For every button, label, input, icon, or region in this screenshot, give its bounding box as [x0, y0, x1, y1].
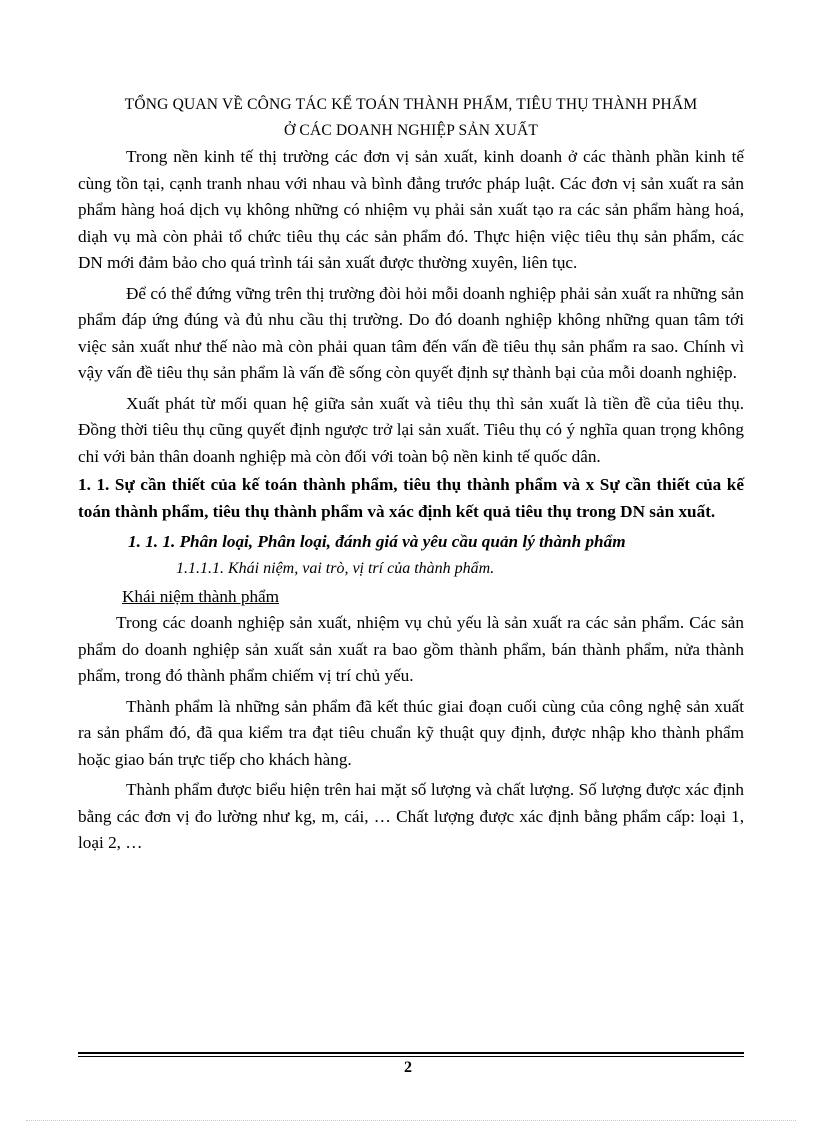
- section-heading-1-1-1-1: 1.1.1.1. Khái niệm, vai trò, vị trí của thành phẩm.: [176, 559, 495, 577]
- page-content: [78, 92, 744, 857]
- section-heading-1-1: 1. 1. Sự cần thiết của kế toán thành phẩm, tiêu thụ thành phẩm và x Sự cần thiết của kế toán thành phẩm, tiêu thụ thành phẩm và xác định kết quả tiêu thụ trong DN sản xuất.: [78, 475, 744, 521]
- footer-rule-thin: [78, 1056, 744, 1057]
- body-paragraph-2: Thành phẩm là những sản phẩm đã kết thúc giai đoạn cuối cùng của công nghệ sản xuất ra sản phẩm đó, đã qua kiểm tra đạt tiêu chuẩn kỹ thuật quy định, được nhập kho thành phẩm hoặc giao bán trực tiếp cho khách hàng.: [78, 696, 744, 769]
- body-paragraph-1: Trong các doanh nghiệp sản xuất, nhiệm vụ chủ yếu là sản xuất ra các sản phẩm. Các sản phẩm do doanh nghiệp sản xuất sản xuất ra bao gồm thành phẩm, bán thành phẩm, nửa thành phẩm, trong đó thành phẩm chiếm vị trí chủ yếu.: [78, 613, 744, 685]
- page-number: 2: [404, 1059, 412, 1076]
- document-title-line-2: Ở CÁC DOANH NGHIỆP SẢN XUẤT: [283, 122, 539, 139]
- section-heading-1-1-1: 1. 1. 1. Phân loại, Phân loại, đánh giá và yêu cầu quản lý thành phẩm: [128, 532, 626, 551]
- page-bottom-dotted-border: [26, 1120, 796, 1121]
- document-title-line-1: TỔNG QUAN VỀ CÔNG TÁC KẾ TOÁN THÀNH PHẨM, TIÊU THỤ THÀNH PHẨM: [124, 96, 698, 113]
- intro-paragraph-3: Xuất phát từ mối quan hệ giữa sản xuất và tiêu thụ thì sản xuất là tiền đề của tiêu thụ. Đồng thời tiêu thụ cũng quyết định ngược trở lại sản xuất. Tiêu thụ có ý nghĩa quan trọng không chỉ với bản thân doanh nghiệp mà còn đối với toàn bộ nền kinh tế quốc dân.: [78, 393, 744, 466]
- body-paragraph-3: Thành phẩm được biểu hiện trên hai mặt số lượng và chất lượng. Số lượng được xác định bằng các đơn vị đo lường như kg, m, cái, … Chất lượng được xác định bằng phẩm cấp: loại 1, loại 2, …: [78, 780, 744, 852]
- intro-paragraph-2: Để có thể đứng vững trên thị trường đòi hỏi mỗi doanh nghiệp phải sản xuất ra những sản phẩm đáp ứng đúng và đủ nhu cầu thị trường. Do đó doanh nghiệp không những quan tâm tới việc sản xuất như thế nào mà còn phải quan tâm đến vấn đề tiêu thụ sản phẩm ra sao. Chính vì vậy vấn đề tiêu thụ sản phẩm là vấn đề sống còn quyết định sự thành bại của mỗi doanh nghiệp.: [78, 283, 744, 382]
- subheading-khai-niem: Khái niệm thành phẩm: [122, 586, 280, 606]
- intro-paragraph-1: Trong nền kinh tế thị trường các đơn vị sản xuất, kinh doanh ở các thành phần kinh tế cùng tồn tại, cạnh tranh nhau với nhau và bình đẳng trước pháp luật. Các đơn vị sản xuất ra sản phẩm hàng hoá dịch vụ không những có nhiệm vụ phải sản xuất tạo ra các sản phẩm hàng hoá, diạh vụ mà còn phải tổ chức tiêu thụ các sản phẩm đó. Thực hiện việc tiêu thụ sản phẩm, các DN mới đảm bảo cho quá trình tái sản xuất được thường xuyên, liên tục.: [78, 147, 744, 272]
- footer-rule-thick: [78, 1052, 744, 1054]
